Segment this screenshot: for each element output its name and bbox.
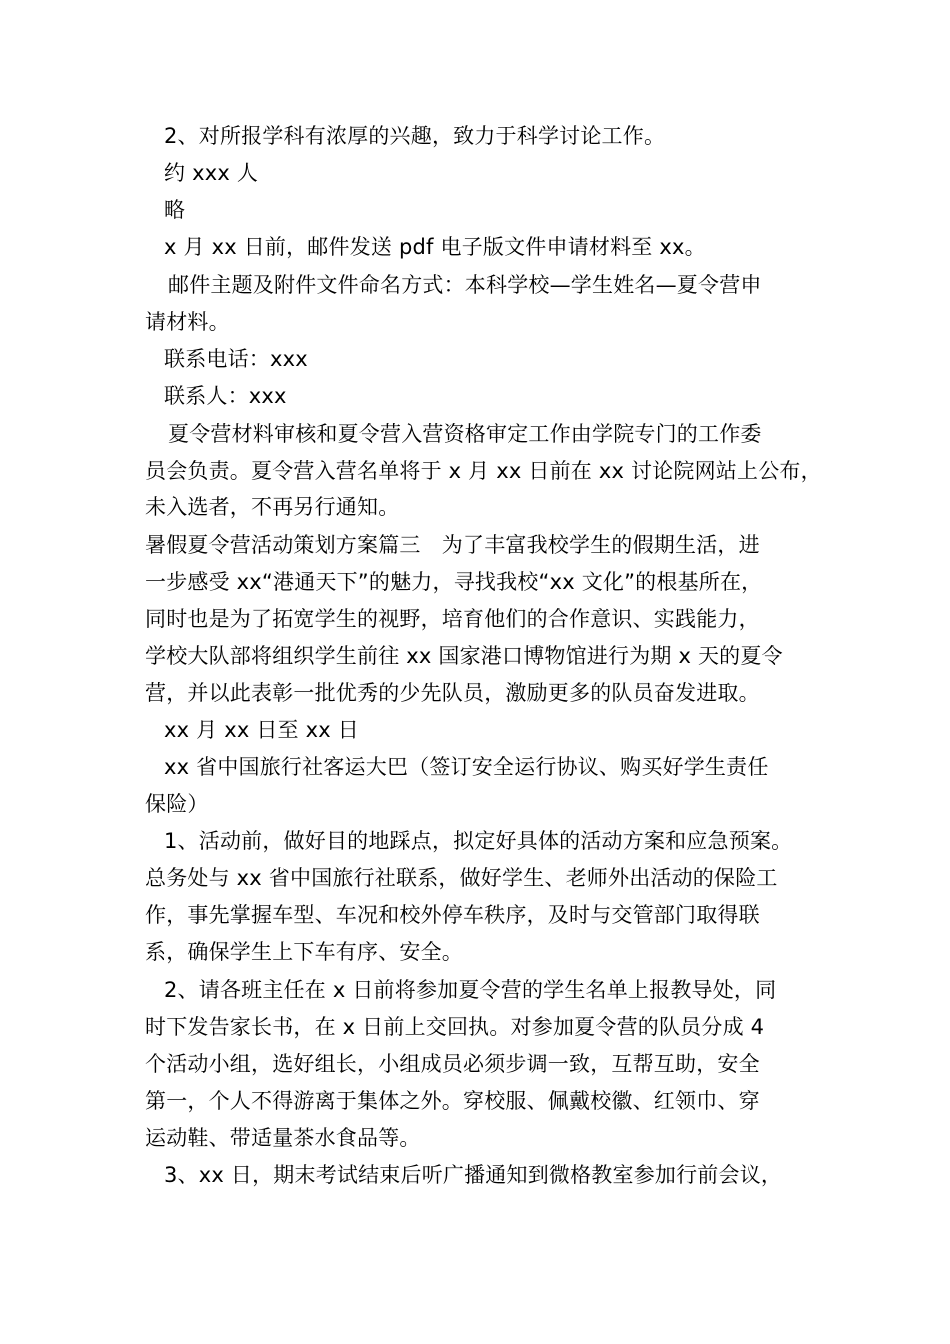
paragraph-line: 夏令营材料审核和夏令营入营资格审定工作由学院专门的工作委 bbox=[168, 422, 762, 446]
paragraph-line: 略 bbox=[164, 198, 186, 222]
paragraph-line: 作，事先掌握车型、车况和校外停车秩序，及时与交管部门取得联 bbox=[145, 903, 760, 927]
paragraph-line: 时下发告家长书，在 x 日前上交回执。对参加夏令营的队员分成 4 bbox=[145, 1015, 765, 1039]
paragraph-line: 约 xxx 人 bbox=[164, 161, 259, 185]
paragraph-line: 个活动小组，选好组长，小组成员必须步调一致，互帮互助，安全 bbox=[145, 1052, 760, 1076]
paragraph-line: 1、活动前，做好目的地踩点，拟定好具体的活动方案和应急预案。 bbox=[164, 829, 793, 853]
paragraph-line: 系，确保学生上下车有序、安全。 bbox=[145, 940, 463, 964]
paragraph-line: 员会负责。夏令营入营名单将于 x 月 xx 日前在 xx 讨论院网站上公布， bbox=[145, 459, 822, 483]
paragraph-line: x 月 xx 日前，邮件发送 pdf 电子版文件申请材料至 xx。 bbox=[164, 235, 706, 259]
paragraph-line: 联系电话：xxx bbox=[164, 347, 308, 371]
paragraph-line: 联系人：xxx bbox=[164, 384, 287, 408]
paragraph-line: 2、对所报学科有浓厚的兴趣，致力于科学讨论工作。 bbox=[164, 124, 666, 148]
paragraph-line: 2、请各班主任在 x 日前将参加夏令营的学生名单上报教导处，同 bbox=[164, 978, 777, 1002]
paragraph-line: 未入选者，不再另行通知。 bbox=[145, 495, 400, 519]
paragraph-line: xx 月 xx 日至 xx 日 bbox=[164, 718, 359, 742]
paragraph-line: 同时也是为了拓宽学生的视野，培育他们的合作意识、实践能力， bbox=[145, 607, 760, 631]
section-heading-line: 暑假夏令营活动策划方案篇三 为了丰富我校学生的假期生活，进 bbox=[145, 533, 760, 557]
paragraph-line: 一步感受 xx“港通天下”的魅力，寻找我校“xx 文化”的根基所在， bbox=[145, 570, 763, 594]
paragraph-line: 营，并以此表彰一批优秀的少先队员，激励更多的队员奋发进取。 bbox=[145, 681, 760, 705]
paragraph-line: 保险） bbox=[145, 792, 209, 816]
paragraph-line: 3、xx 日，期末考试结束后听广播通知到微格教室参加行前会议， bbox=[164, 1163, 783, 1187]
paragraph-line: 学校大队部将组织学生前往 xx 国家港口博物馆进行为期 x 天的夏令 bbox=[145, 644, 783, 668]
paragraph-line: 邮件主题及附件文件命名方式：本科学校—学生姓名—夏令营申 bbox=[168, 273, 762, 297]
paragraph-line: 运动鞋、带适量茶水食品等。 bbox=[145, 1126, 421, 1150]
paragraph-line: 总务处与 xx 省中国旅行社联系，做好学生、老师外出活动的保险工 bbox=[145, 866, 778, 890]
paragraph-line: 请材料。 bbox=[145, 310, 230, 334]
paragraph-line: 第一，个人不得游离于集体之外。穿校服、佩戴校徽、红领巾、穿 bbox=[145, 1089, 760, 1113]
paragraph-line: xx 省中国旅行社客运大巴（签订安全运行协议、购买好学生责任 bbox=[164, 755, 769, 779]
